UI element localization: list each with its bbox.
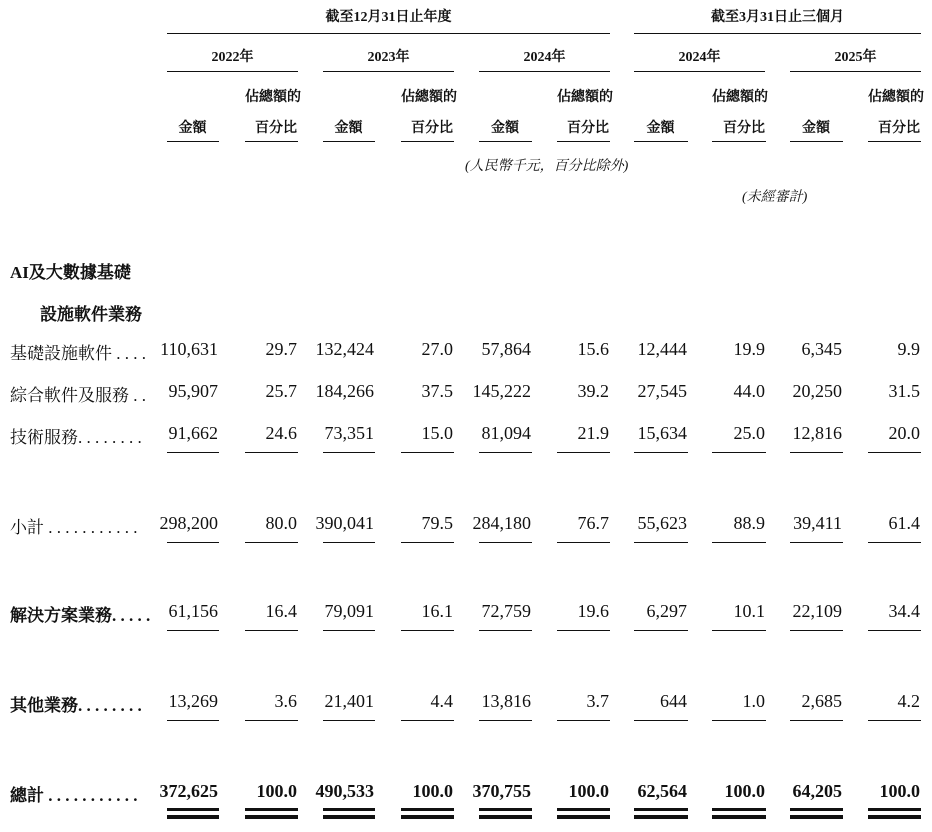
percent-cell: 19.9 — [733, 339, 765, 359]
percent-cell: 15.0 — [421, 423, 453, 443]
group-header-years: 截至12月31日止年度 — [325, 10, 452, 25]
year-header: 2023年 — [367, 50, 410, 65]
total-double-underline — [323, 815, 375, 819]
pct-header-line1: 佔總額的 — [712, 90, 768, 105]
amount-cell: 64,205 — [792, 781, 842, 801]
amount-cell: 72,759 — [481, 601, 531, 621]
cell-underline — [167, 630, 219, 631]
percent-cell: 3.6 — [274, 691, 297, 711]
subheader-rule — [479, 141, 532, 142]
cell-underline — [557, 630, 610, 631]
amount-cell: 110,631 — [160, 339, 218, 359]
percent-cell: 16.4 — [265, 601, 297, 621]
year-header: 2022年 — [211, 50, 254, 65]
amount-cell: 62,564 — [637, 781, 687, 801]
pct-header-line2: 百分比 — [255, 121, 297, 136]
total-double-underline — [479, 808, 532, 811]
cell-underline — [712, 452, 766, 453]
cell-underline — [634, 630, 688, 631]
total-double-underline — [557, 808, 610, 811]
unit-note: (人民幣千元，百分比除外) — [465, 159, 629, 174]
cell-underline — [868, 630, 921, 631]
year-header: 2024年 — [523, 50, 566, 65]
cell-underline — [790, 452, 843, 453]
cell-underline — [245, 542, 298, 543]
cell-underline — [868, 542, 921, 543]
percent-cell: 16.1 — [421, 601, 453, 621]
cell-underline — [167, 720, 219, 721]
subheader-rule — [868, 141, 921, 142]
pct-header-line2: 百分比 — [567, 121, 609, 136]
percent-cell: 37.5 — [421, 381, 453, 401]
cell-underline — [323, 452, 375, 453]
amount-cell: 644 — [660, 691, 687, 711]
year-rule — [634, 71, 765, 72]
percent-cell: 100.0 — [412, 781, 453, 801]
percent-cell: 10.1 — [733, 601, 765, 621]
amount-cell: 15,634 — [637, 423, 687, 443]
percent-cell: 100.0 — [568, 781, 609, 801]
cell-underline — [479, 452, 532, 453]
total-double-underline — [401, 808, 454, 811]
total-double-underline — [401, 815, 454, 819]
total-double-underline — [557, 815, 610, 819]
percent-cell: 76.7 — [577, 513, 609, 533]
percent-cell: 100.0 — [256, 781, 297, 801]
amount-cell: 22,109 — [792, 601, 842, 621]
amount-cell: 2,685 — [801, 691, 842, 711]
cell-underline — [401, 542, 454, 543]
amount-cell: 55,623 — [637, 513, 687, 533]
amount-cell: 6,297 — [646, 601, 687, 621]
subheader-rule — [167, 141, 219, 142]
amount-cell: 370,755 — [472, 781, 531, 801]
percent-cell: 80.0 — [265, 513, 297, 533]
year-rule — [479, 71, 610, 72]
percent-cell: 1.0 — [742, 691, 765, 711]
subheader-rule — [790, 141, 843, 142]
subheader-rule — [634, 141, 688, 142]
total-double-underline — [868, 815, 921, 819]
percent-cell: 4.2 — [897, 691, 920, 711]
cell-underline — [868, 452, 921, 453]
percent-cell: 4.4 — [430, 691, 453, 711]
cell-underline — [634, 720, 688, 721]
amount-cell: 145,222 — [472, 381, 531, 401]
amount-header: 金額 — [491, 121, 519, 136]
section-title-continued: 設施軟件業務 — [40, 305, 142, 324]
amount-cell: 184,266 — [315, 381, 374, 401]
percent-cell: 24.6 — [265, 423, 297, 443]
amount-cell: 490,533 — [315, 781, 374, 801]
amount-cell: 12,816 — [792, 423, 842, 443]
percent-cell: 100.0 — [879, 781, 920, 801]
percent-cell: 15.6 — [577, 339, 609, 359]
amount-cell: 390,041 — [315, 513, 374, 533]
percent-cell: 44.0 — [733, 381, 765, 401]
cell-underline — [401, 720, 454, 721]
amount-header: 金額 — [178, 121, 207, 136]
amount-cell: 61,156 — [168, 601, 218, 621]
amount-cell: 57,864 — [481, 339, 531, 359]
total-double-underline — [634, 815, 688, 819]
percent-cell: 3.7 — [586, 691, 609, 711]
subheader-rule — [401, 141, 454, 142]
amount-cell: 81,094 — [481, 423, 531, 443]
pct-header-line1: 佔總額的 — [868, 90, 924, 105]
year-rule — [167, 71, 298, 72]
cell-underline — [167, 542, 219, 543]
cell-underline — [479, 542, 532, 543]
row-label: 解決方案業務. . . . . — [10, 606, 151, 625]
percent-cell: 88.9 — [733, 513, 765, 533]
cell-underline — [557, 720, 610, 721]
pct-header-line1: 佔總額的 — [245, 90, 301, 105]
total-double-underline — [712, 808, 766, 811]
cell-underline — [634, 452, 688, 453]
percent-cell: 19.6 — [577, 601, 609, 621]
total-double-underline — [790, 808, 843, 811]
percent-cell: 31.5 — [888, 381, 920, 401]
amount-cell: 21,401 — [324, 691, 374, 711]
cell-underline — [245, 452, 298, 453]
percent-cell: 20.0 — [888, 423, 920, 443]
pct-header-line2: 百分比 — [411, 121, 453, 136]
amount-cell: 13,816 — [481, 691, 531, 711]
year-header: 2025年 — [834, 50, 877, 65]
percent-cell: 34.4 — [888, 601, 920, 621]
amount-cell: 284,180 — [472, 513, 531, 533]
pct-header-line1: 佔總額的 — [557, 90, 613, 105]
pct-header-line2: 百分比 — [878, 121, 920, 136]
row-label: 基礎設施軟件 . . . . — [10, 344, 146, 363]
row-label: 綜合軟件及服務 . . — [10, 386, 146, 405]
cell-underline — [790, 720, 843, 721]
amount-header: 金額 — [334, 121, 363, 136]
cell-underline — [479, 630, 532, 631]
percent-cell: 25.0 — [733, 423, 765, 443]
percent-cell: 79.5 — [421, 513, 453, 533]
amount-cell: 91,662 — [168, 423, 218, 443]
amount-cell: 27,545 — [637, 381, 687, 401]
subheader-rule — [557, 141, 610, 142]
total-double-underline — [245, 808, 298, 811]
total-double-underline — [479, 815, 532, 819]
cell-underline — [557, 542, 610, 543]
cell-underline — [323, 630, 375, 631]
percent-cell: 61.4 — [888, 513, 920, 533]
amount-cell: 79,091 — [324, 601, 374, 621]
amount-cell: 132,424 — [315, 339, 374, 359]
row-label: 其他業務. . . . . . . . — [10, 696, 142, 715]
amount-cell: 39,411 — [793, 513, 842, 533]
percent-cell: 25.7 — [265, 381, 297, 401]
cell-underline — [868, 720, 921, 721]
total-double-underline — [868, 808, 921, 811]
subheader-rule — [323, 141, 375, 142]
amount-cell: 298,200 — [159, 513, 218, 533]
cell-underline — [401, 452, 454, 453]
pct-header-line2: 百分比 — [723, 121, 765, 136]
total-double-underline — [323, 808, 375, 811]
group-header-rule — [167, 33, 610, 34]
section-title: AI及大數據基礎 — [10, 263, 131, 282]
cell-underline — [323, 542, 375, 543]
amount-cell: 13,269 — [168, 691, 218, 711]
percent-cell: 21.9 — [577, 423, 609, 443]
group-header-rule — [634, 33, 921, 34]
year-header: 2024年 — [678, 50, 721, 65]
row-label: 技術服務. . . . . . . . — [10, 428, 142, 447]
total-double-underline — [167, 808, 219, 811]
total-double-underline — [712, 815, 766, 819]
cell-underline — [323, 720, 375, 721]
cell-underline — [479, 720, 532, 721]
year-rule — [790, 71, 921, 72]
cell-underline — [712, 720, 766, 721]
amount-cell: 372,625 — [159, 781, 218, 801]
row-label: 小計 . . . . . . . . . . . — [10, 518, 138, 537]
percent-cell: 27.0 — [421, 339, 453, 359]
total-double-underline — [167, 815, 219, 819]
amount-header: 金額 — [802, 121, 830, 136]
amount-cell: 95,907 — [168, 381, 218, 401]
cell-underline — [712, 630, 766, 631]
percent-cell: 100.0 — [724, 781, 765, 801]
percent-cell: 9.9 — [897, 339, 920, 359]
cell-underline — [790, 542, 843, 543]
pct-header-line1: 佔總額的 — [401, 90, 457, 105]
cell-underline — [712, 542, 766, 543]
amount-cell: 12,444 — [637, 339, 687, 359]
cell-underline — [245, 630, 298, 631]
percent-cell: 39.2 — [577, 381, 609, 401]
amount-cell: 6,345 — [801, 339, 842, 359]
cell-underline — [634, 542, 688, 543]
cell-underline — [557, 452, 610, 453]
amount-cell: 73,351 — [324, 423, 374, 443]
percent-cell: 29.7 — [265, 339, 297, 359]
row-label: 總計 . . . . . . . . . . . — [10, 786, 138, 805]
amount-header: 金額 — [646, 121, 675, 136]
total-double-underline — [634, 808, 688, 811]
cell-underline — [167, 452, 219, 453]
group-header-quarters: 截至3月31日止三個月 — [711, 10, 844, 25]
subheader-rule — [712, 141, 766, 142]
total-double-underline — [790, 815, 843, 819]
cell-underline — [790, 630, 843, 631]
unaudited-note: (未經審計) — [742, 190, 808, 205]
total-double-underline — [245, 815, 298, 819]
subheader-rule — [245, 141, 298, 142]
amount-cell: 20,250 — [792, 381, 842, 401]
cell-underline — [245, 720, 298, 721]
year-rule — [323, 71, 454, 72]
cell-underline — [401, 630, 454, 631]
